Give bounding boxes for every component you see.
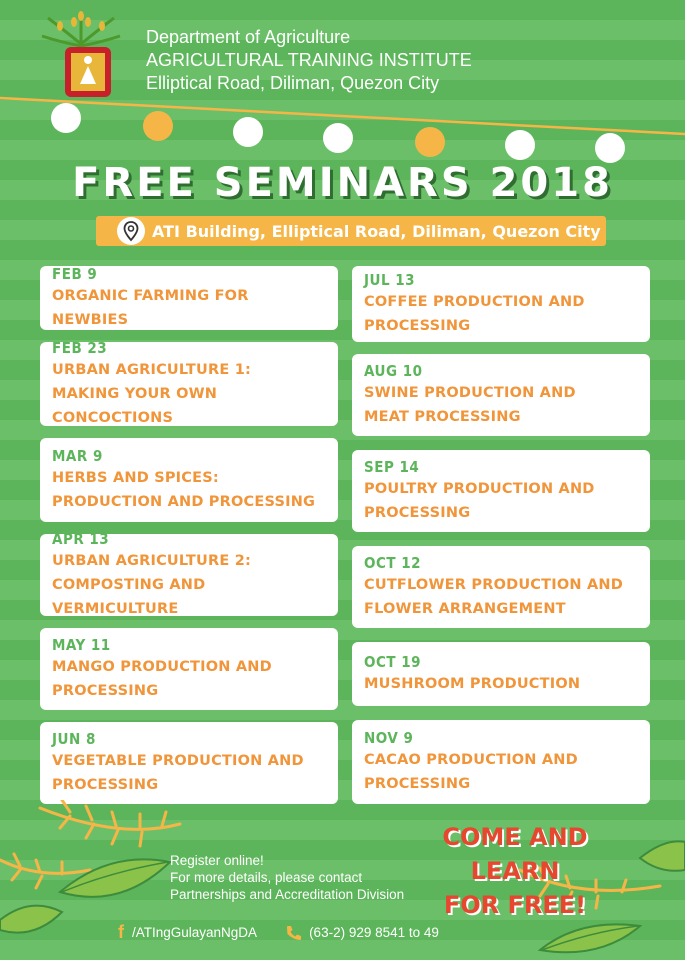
seminar-card — [40, 438, 338, 522]
seminar-topic: SWINE PRODUCTION AND MEAT PROCESSING — [364, 385, 576, 425]
seminar-date: SEP 14 — [364, 458, 420, 476]
seminar-card — [352, 642, 650, 706]
seminar-card — [352, 720, 650, 804]
facebook-icon: f — [118, 922, 124, 942]
seminar-date: JUL 13 — [364, 271, 416, 289]
seminar-card — [40, 722, 338, 804]
seminar-card — [352, 450, 650, 532]
seminar-topic: COFFEE PRODUCTION AND PROCESSING — [364, 294, 585, 334]
seminar-card — [352, 354, 650, 436]
seminar-topic: URBAN AGRICULTURE 2: COMPOSTING AND VERMICULTURE — [52, 553, 252, 617]
venue-banner — [96, 216, 606, 246]
institute-name: AGRICULTURAL TRAINING INSTITUTE — [146, 50, 472, 70]
seminar-topic: POULTRY PRODUCTION AND PROCESSING — [364, 481, 595, 521]
department-name: Department of Agriculture — [146, 27, 351, 47]
seminar-date: FEB 9 — [52, 265, 98, 283]
seminar-date: MAY 11 — [52, 636, 111, 654]
seminar-date: APR 13 — [52, 530, 110, 548]
seminar-card — [40, 530, 338, 617]
contact-info — [118, 922, 467, 943]
seminar-date: FEB 23 — [52, 339, 108, 357]
facebook-handle: /ATIngGulayanNgDA — [132, 925, 258, 940]
register-line-3: Partnerships and Accreditation Division — [170, 887, 405, 902]
seminar-date: JUN 8 — [52, 730, 96, 748]
phone-number: (63-2) 929 8541 to 49 — [309, 925, 439, 940]
venue-text: ATI Building, Elliptical Road, Diliman, Quezon City — [152, 221, 601, 241]
register-line-1: Register online! — [170, 853, 264, 868]
seminar-card — [352, 266, 650, 342]
poster-title: FREE SEMINARS 2018 — [72, 160, 613, 206]
ati-logo-icon — [40, 8, 122, 100]
phone-contact — [285, 924, 439, 942]
cta-line-2: FOR FREE! — [443, 891, 587, 919]
location-pin-icon — [116, 216, 146, 246]
seminar-card — [352, 546, 650, 628]
register-line-2: For more details, please contact — [170, 870, 363, 885]
seminar-topic: VEGETABLE PRODUCTION AND PROCESSING — [52, 753, 304, 793]
seminar-date: AUG 10 — [364, 362, 423, 380]
call-to-action — [395, 820, 635, 922]
phone-icon — [285, 924, 303, 942]
seminar-topic: MANGO PRODUCTION AND PROCESSING — [52, 659, 272, 699]
seminar-card — [40, 339, 338, 426]
seminar-date: NOV 9 — [364, 729, 414, 747]
seminar-topic: URBAN AGRICULTURE 1: MAKING YOUR OWN CONCOCTIONS — [52, 362, 252, 426]
string-lights-decoration — [0, 88, 685, 168]
cta-line-1: COME AND LEARN — [442, 823, 588, 885]
registration-info — [170, 852, 404, 903]
seminar-date: OCT 12 — [364, 554, 422, 572]
institute-address: Elliptical Road, Diliman, Quezon City — [146, 73, 440, 93]
seminar-date: MAR 9 — [52, 447, 103, 465]
seminar-topic: HERBS AND SPICES: PRODUCTION AND PROCESSING — [52, 470, 316, 510]
seminar-date: OCT 19 — [364, 653, 422, 671]
organization-header — [146, 26, 472, 95]
seminar-topic: ORGANIC FARMING FOR NEWBIES — [52, 288, 249, 328]
seminar-card — [40, 266, 338, 330]
seminar-card — [40, 628, 338, 710]
facebook-contact — [118, 922, 257, 943]
seminar-topic: CACAO PRODUCTION AND PROCESSING — [364, 752, 578, 792]
seminar-topic: CUTFLOWER PRODUCTION AND FLOWER ARRANGEMENT — [364, 577, 623, 617]
seminar-topic: MUSHROOM PRODUCTION — [364, 676, 581, 692]
